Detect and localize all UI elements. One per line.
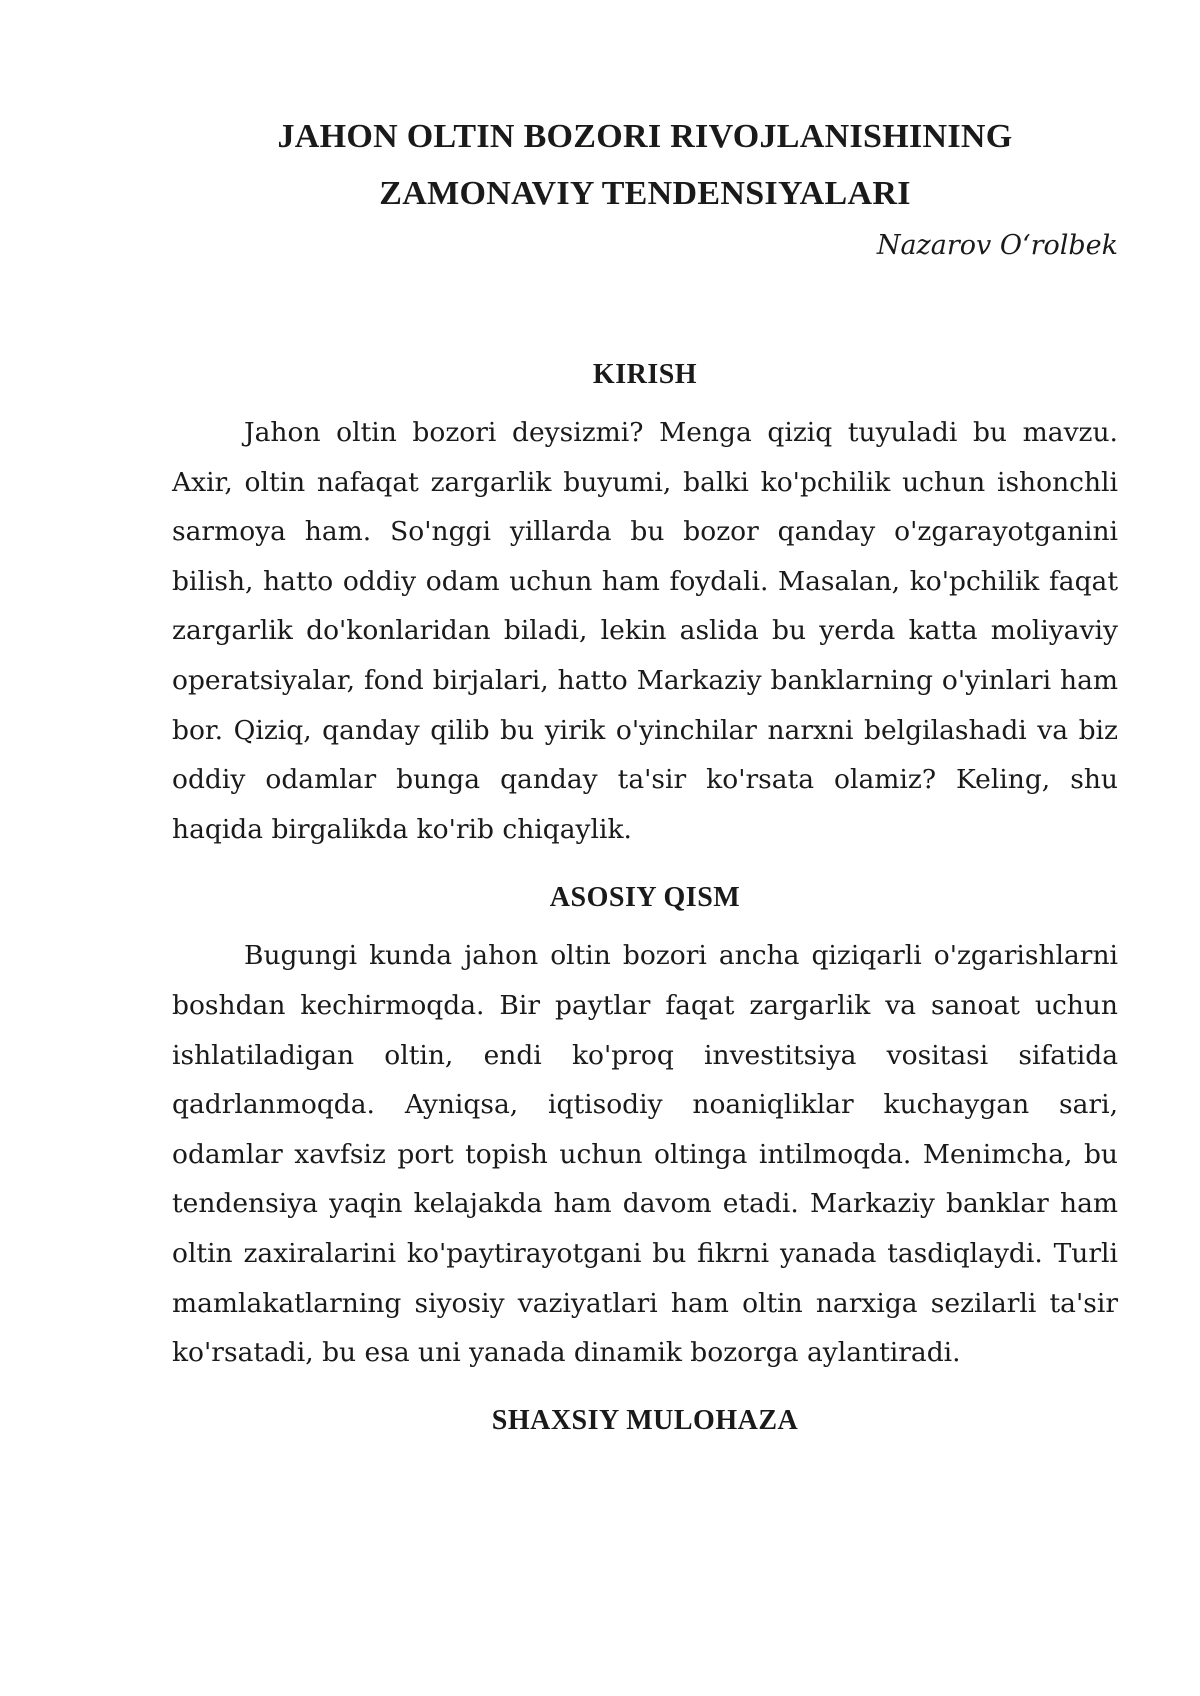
section-heading-intro: KIRISH: [592, 359, 698, 390]
section-paragraph-main: Bugungi kunda jahon oltin bozori ancha qiziqarli o'zgarishlarni boshdan kechirmoqda. Bir paytlar faqat zargarlik va sanoat uchun ishlatiladigan oltin, endi ko'proq investitsiya vositasi sifatida qadrlanmoqda. Ayniqsa, iqtisodiy noaniqliklar kuchaygan sari, odamlar xavfsiz port topish uchun oltinga intilmoqda. Menimcha, bu tendensiya yaqin kelajakda ham davom etadi. Markaziy banklar ham oltin zaxiralarini ko'paytirayotgani bu fikrni yanada tasdiqlaydi. Turli mamlakatlarning siyosiy vaziyatlari ham oltin narxiga sezilarli ta'sir ko'rsatadi, bu esa uni yanada dinamik bozorga aylantiradi.: [172, 940, 1118, 1369]
title-line-1: JAHON OLTIN BOZORI RIVOJLANISHINING: [277, 118, 1013, 155]
title-line-2: ZAMONAVIY TENDENSIYALARI: [379, 175, 911, 212]
section-heading-main: ASOSIY QISM: [549, 882, 741, 914]
author-name: Nazarov O‘rolbek: [876, 230, 1118, 261]
document-page: [172, 108, 1118, 1441]
section-heading-personal: SHAXSIY MULOHAZA: [491, 1404, 799, 1436]
section-paragraph-intro: Jahon oltin bozori deysizmi? Menga qiziq tuyuladi bu mavzu. Axir, oltin nafaqat zargarlik buyumi, balki ko'pchilik uchun ishonchli sarmoya ham. So'nggi yillarda bu bozor qanday o'zgarayotganini bilish, hatto oddiy odam uchun ham foydali. Masalan, ko'pchilik faqat zargarlik do'konlaridan biladi, lekin aslida bu yerda katta moliyaviy operatsiyalar, fond birjalari, hatto Markaziy banklarning o'yinlari ham bor. Qiziq, qanday qilib bu yirik o'yinchilar narxni belgilashadi va biz oddiy odamlar bunga qanday ta'sir ko'rsata olamiz? Keling, shu haqida birgalikda ko'rib chiqaylik.: [172, 417, 1118, 845]
document-title: [172, 108, 1118, 222]
